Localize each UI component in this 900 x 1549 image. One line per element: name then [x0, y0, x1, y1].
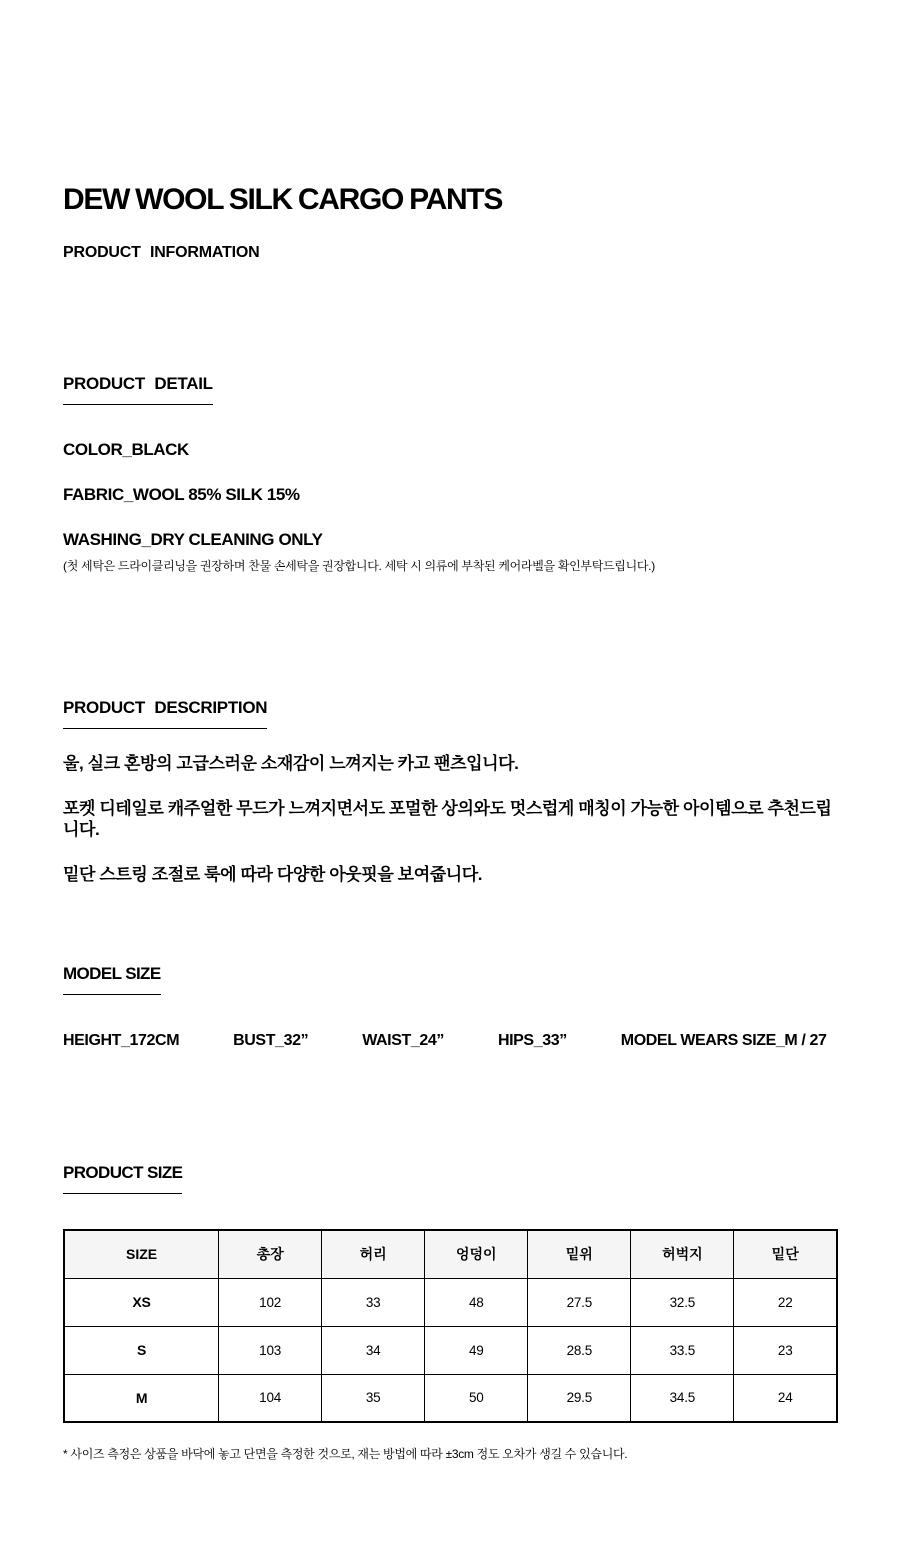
table-cell: 104	[219, 1374, 322, 1422]
table-cell: 48	[425, 1278, 528, 1326]
description-line: 포켓 디테일로 캐주얼한 무드가 느껴지면서도 포멀한 상의와도 멋스럽게 매칭이 가능한 아이템으로 추천드립니다.	[63, 799, 832, 839]
table-cell: 34.5	[631, 1374, 734, 1422]
column-header-rise: 밑위	[528, 1230, 631, 1278]
size-table-header-row	[64, 1230, 837, 1278]
product-size-heading: PRODUCT SIZE	[63, 1163, 182, 1194]
table-cell: 35	[322, 1374, 425, 1422]
table-cell: 33.5	[631, 1326, 734, 1374]
table-cell: 50	[425, 1374, 528, 1422]
table-cell: 32.5	[631, 1278, 734, 1326]
model-height: HEIGHT_172CM	[63, 1032, 180, 1049]
column-header-hem: 밑단	[734, 1230, 837, 1278]
table-cell: 24	[734, 1374, 837, 1422]
description-line: 밑단 스트링 조절로 룩에 따라 다양한 아웃핏을 보여줍니다.	[63, 865, 483, 884]
column-header-thigh: 허벅지	[631, 1230, 734, 1278]
size-label-xs: XS	[64, 1278, 219, 1326]
model-wears-size: MODEL WEARS SIZE_M / 27	[620, 1032, 827, 1049]
size-label-m: M	[64, 1374, 219, 1422]
column-header-hip: 엉덩이	[425, 1230, 528, 1278]
table-cell: 28.5	[528, 1326, 631, 1374]
table-cell: 34	[322, 1326, 425, 1374]
column-header-total-length: 총장	[219, 1230, 322, 1278]
product-description-heading: PRODUCT DESCRIPTION	[63, 698, 267, 729]
table-cell: 49	[425, 1326, 528, 1374]
table-cell: 23	[734, 1326, 837, 1374]
size-measurement-note: * 사이즈 측정은 상품을 바닥에 놓고 단면을 측정한 것으로, 재는 방법에 따라 ±3cm 정도 오차가 생길 수 있습니다.	[63, 1447, 628, 1461]
washing-care-note: (첫 세탁은 드라이클리닝을 권장하며 찬물 손세탁을 권장합니다. 세탁 시 의류에 부착된 케어라벨을 확인부탁드립니다.)	[63, 559, 655, 573]
column-header-size: SIZE	[64, 1230, 219, 1278]
detail-color: COLOR_BLACK	[63, 440, 189, 459]
model-waist: WAIST_24”	[362, 1032, 444, 1049]
product-description-section	[63, 698, 842, 885]
model-bust: BUST_32”	[233, 1032, 309, 1049]
table-cell: 29.5	[528, 1374, 631, 1422]
detail-washing: WASHING_DRY CLEANING ONLY	[63, 530, 323, 549]
model-hips: HIPS_33”	[497, 1032, 567, 1049]
size-table	[63, 1229, 838, 1423]
table-row	[64, 1278, 837, 1326]
page-title: DEW WOOL SILK CARGO PANTS	[63, 183, 503, 216]
table-cell: 27.5	[528, 1278, 631, 1326]
description-line: 울, 실크 혼방의 고급스러운 소재감이 느껴지는 카고 팬츠입니다.	[63, 754, 519, 773]
model-size-section	[63, 964, 842, 1050]
size-label-s: S	[64, 1326, 219, 1374]
table-row	[64, 1374, 837, 1422]
model-size-heading: MODEL SIZE	[63, 964, 161, 995]
model-measurements-row	[63, 1031, 842, 1050]
table-cell: 33	[322, 1278, 425, 1326]
page-subtitle: PRODUCT INFORMATION	[63, 244, 260, 261]
product-size-section	[63, 1163, 842, 1462]
table-row	[64, 1326, 837, 1374]
product-detail-heading: PRODUCT DETAIL	[63, 374, 213, 405]
table-cell: 103	[219, 1326, 322, 1374]
detail-fabric: FABRIC_WOOL 85% SILK 15%	[63, 485, 300, 504]
product-detail-section	[63, 374, 842, 574]
table-cell: 102	[219, 1278, 322, 1326]
table-cell: 22	[734, 1278, 837, 1326]
column-header-waist: 허리	[322, 1230, 425, 1278]
